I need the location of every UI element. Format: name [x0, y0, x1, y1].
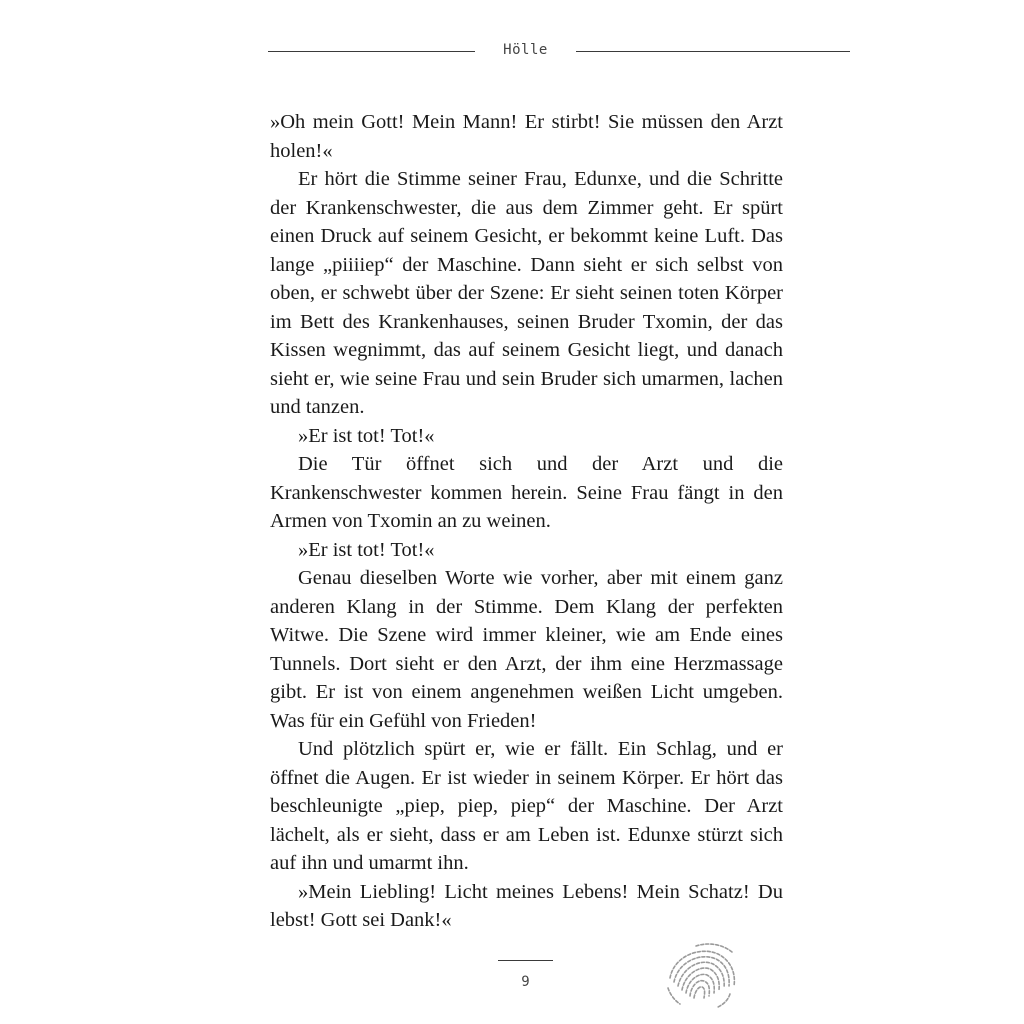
fingerprint-icon [660, 938, 746, 1010]
footer-rule [498, 960, 553, 961]
running-header [268, 40, 850, 64]
paragraph: »Er ist tot! Tot!« [298, 538, 435, 561]
header-rule-right [576, 51, 850, 52]
paragraph: Die Tür öffnet sich und der Arzt und die Krankenschwester kommen herein. Seine Frau fängt in den Armen von Txomin an zu weinen. [270, 453, 783, 532]
paragraph: »Mein Liebling! Licht meines Lebens! Mein Schatz! Du lebst! Gott sei Dank!« [270, 880, 783, 931]
paragraph: »Er ist tot! Tot!« [298, 424, 435, 447]
paragraph: Er hört die Stimme seiner Frau, Edunxe, und die Schritte der Krankenschwester, die aus dem Zimmer geht. Er spürt einen Druck auf seinem Gesicht, er bekommt keine Luft. Das lange „piiiiep“ der Maschine. Dann sieht er sich selbst von oben, er schwebt über der Szene: Er sieht seinen toten Körper im Bett des Krankenhauses, seinen Bruder Txomin, der das Kissen wegnimmt, das auf seinem Gesicht liegt, und danach sieht er, wie seine Frau und sein Bruder sich umarmen, lachen und tanzen. [270, 168, 783, 418]
paragraph: Genau dieselben Worte wie vorher, aber mit einem ganz anderen Klang in der Stimme. Dem Klang der perfekten Witwe. Die Szene wird immer kleiner, wie am Ende eines Tunnels. Dort sieht er den Arzt, der ihm eine Herzmassage gibt. Er ist von einem angenehmen weißen Licht umgeben. Was für ein Gefühl von Frieden! [270, 567, 783, 732]
paragraph: Und plötzlich spürt er, wie er fällt. Ein Schlag, und er öffnet die Augen. Er ist wieder in seinem Körper. Er hört das beschleunigte „piep, piep, piep“ der Maschine. Der Arzt lächelt, als er sieht, dass er am Leben ist. Edunxe stürzt sich auf ihn und umarmt ihn. [270, 738, 783, 874]
chapter-title: Hölle [503, 42, 548, 58]
header-rule-left [268, 51, 475, 52]
paragraph: »Oh mein Gott! Mein Mann! Er stirbt! Sie müssen den Arzt holen!« [270, 111, 783, 162]
page-number: 9 [521, 974, 530, 990]
page-footer [498, 960, 553, 1000]
body-text [270, 108, 783, 935]
